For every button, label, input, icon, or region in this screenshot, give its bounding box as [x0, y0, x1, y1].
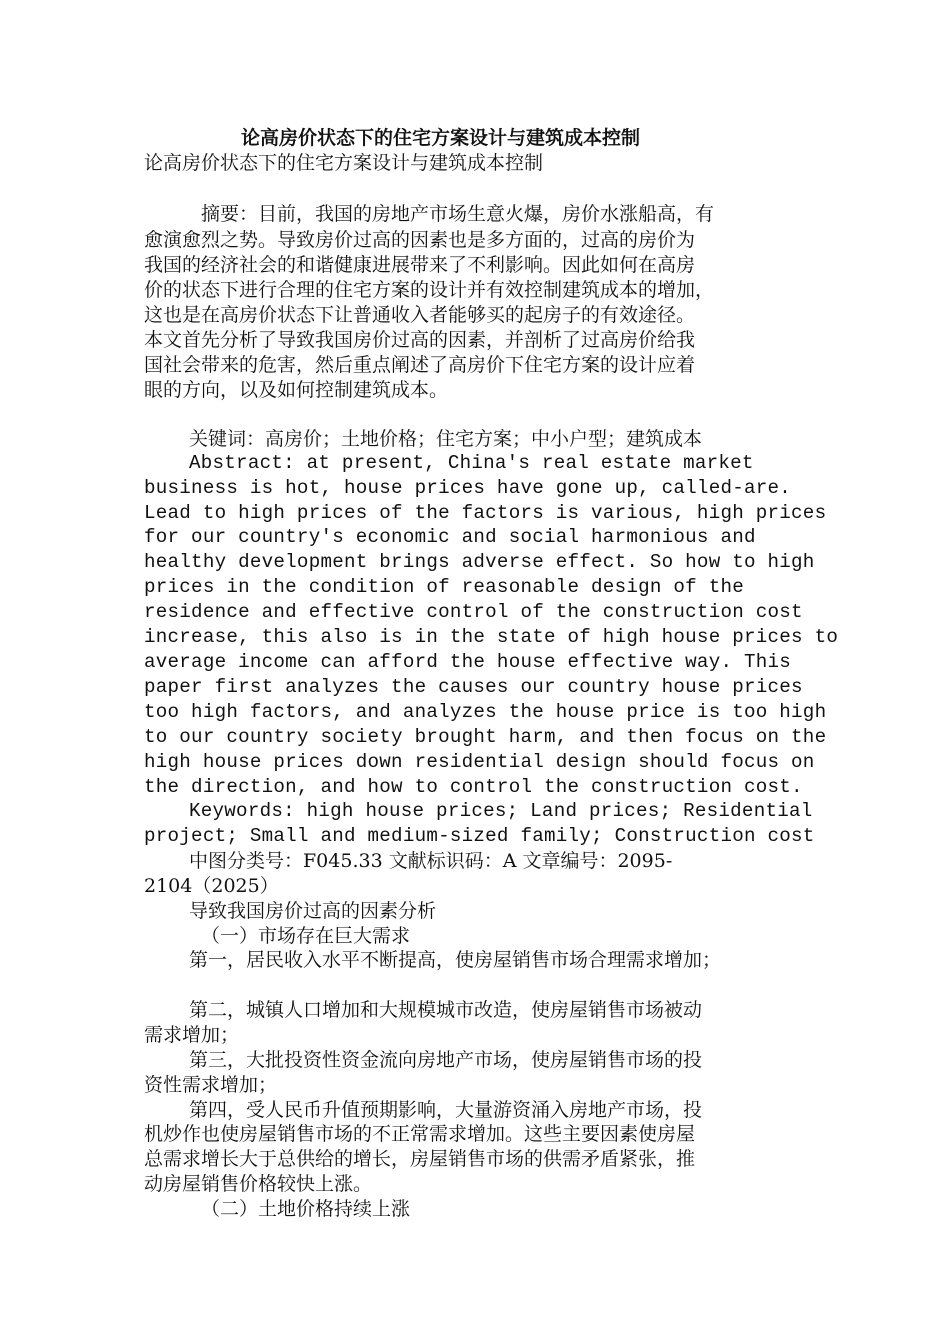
abstract-en-line: for our country's economic and social harmonious and: [144, 526, 756, 548]
abstract-en-line: residence and effective control of the construction cost: [144, 601, 803, 623]
document-subtitle: 论高房价状态下的住宅方案设计与建筑成本控制: [144, 152, 544, 174]
abstract-cn-line: 价的状态下进行合理的住宅方案的设计并有效控制建筑成本的增加，: [144, 279, 715, 301]
abstract-en-line: increase, this also is in the state of high house prices to: [144, 626, 839, 648]
abstract-en-line: healthy development brings adverse effect. So how to high: [144, 551, 815, 573]
abstract-en-line: the direction, and how to control the construction cost.: [144, 776, 803, 798]
paragraph-line: 第二，城镇人口增加和大规模城市改造，使房屋销售市场被动: [189, 999, 703, 1021]
paragraph-line: 资性需求增加；: [144, 1074, 278, 1096]
paragraph-line: 需求增加；: [144, 1024, 240, 1046]
keywords-en-line: Keywords: high house prices; Land prices; Residential: [189, 800, 813, 822]
abstract-cn-line: 摘要：目前，我国的房地产市场生意火爆，房价水涨船高，有: [201, 203, 715, 225]
document-title: 论高房价状态下的住宅方案设计与建筑成本控制: [241, 127, 641, 149]
abstract-en-line: prices in the condition of reasonable design of the: [144, 576, 744, 598]
keywords-en-line: project; Small and medium-sized family; Construction cost: [144, 825, 815, 847]
classification-line: 中图分类号：F045.33 文献标识码：A 文章编号：2095-: [189, 850, 673, 872]
section-heading: 导致我国房价过高的因素分析: [189, 900, 437, 922]
paragraph-line: 第三，大批投资性资金流向房地产市场，使房屋销售市场的投: [189, 1049, 703, 1071]
abstract-en-line: average income can afford the house effective way. This: [144, 651, 792, 673]
abstract-cn-line: 愈演愈烈之势。导致房价过高的因素也是多方面的，过高的房价为: [144, 229, 696, 251]
paragraph-line: 第四，受人民币升值预期影响，大量游资涌入房地产市场，投: [189, 1099, 703, 1121]
abstract-cn-line: 这也是在高房价状态下让普通收入者能够买的起房子的有效途径。: [144, 304, 696, 326]
paragraph-line: 总需求增长大于总供给的增长，房屋销售市场的供需矛盾紧张，推: [144, 1148, 696, 1170]
classification-line: 2104（2025）: [144, 875, 279, 897]
paragraph-line: 第一，居民收入水平不断提高，使房屋销售市场合理需求增加；: [189, 949, 722, 971]
subsection-heading: （二）土地价格持续上涨: [201, 1198, 411, 1220]
paragraph-line: 动房屋销售价格较快上涨。: [144, 1173, 373, 1195]
abstract-en-line: paper first analyzes the causes our country house prices: [144, 676, 803, 698]
abstract-en-line: too high factors, and analyzes the house price is too high: [144, 701, 827, 723]
subsection-heading: （一）市场存在巨大需求: [201, 925, 411, 947]
abstract-en-line: high house prices down residential design should focus on: [144, 751, 815, 773]
abstract-cn-line: 眼的方向，以及如何控制建筑成本。: [144, 379, 449, 401]
abstract-cn-line: 本文首先分析了导致我国房价过高的因素，并剖析了过高房价给我: [144, 329, 696, 351]
abstract-en-line: Abstract: at present, China's real estate market: [189, 452, 754, 474]
paragraph-line: 机炒作也使房屋销售市场的不正常需求增加。这些主要因素使房屋: [144, 1123, 696, 1145]
keywords-cn: 关键词：高房价；土地价格；住宅方案；中小户型；建筑成本: [189, 428, 703, 450]
abstract-cn-line: 国社会带来的危害，然后重点阐述了高房价下住宅方案的设计应着: [144, 354, 696, 376]
abstract-en-line: business is hot, house prices have gone up, called-are.: [144, 477, 792, 499]
abstract-en-line: Lead to high prices of the factors is various, high prices: [144, 502, 827, 524]
abstract-en-line: to our country society brought harm, and then focus on the: [144, 726, 827, 748]
abstract-cn-line: 我国的经济社会的和谐健康进展带来了不利影响。因此如何在高房: [144, 254, 696, 276]
